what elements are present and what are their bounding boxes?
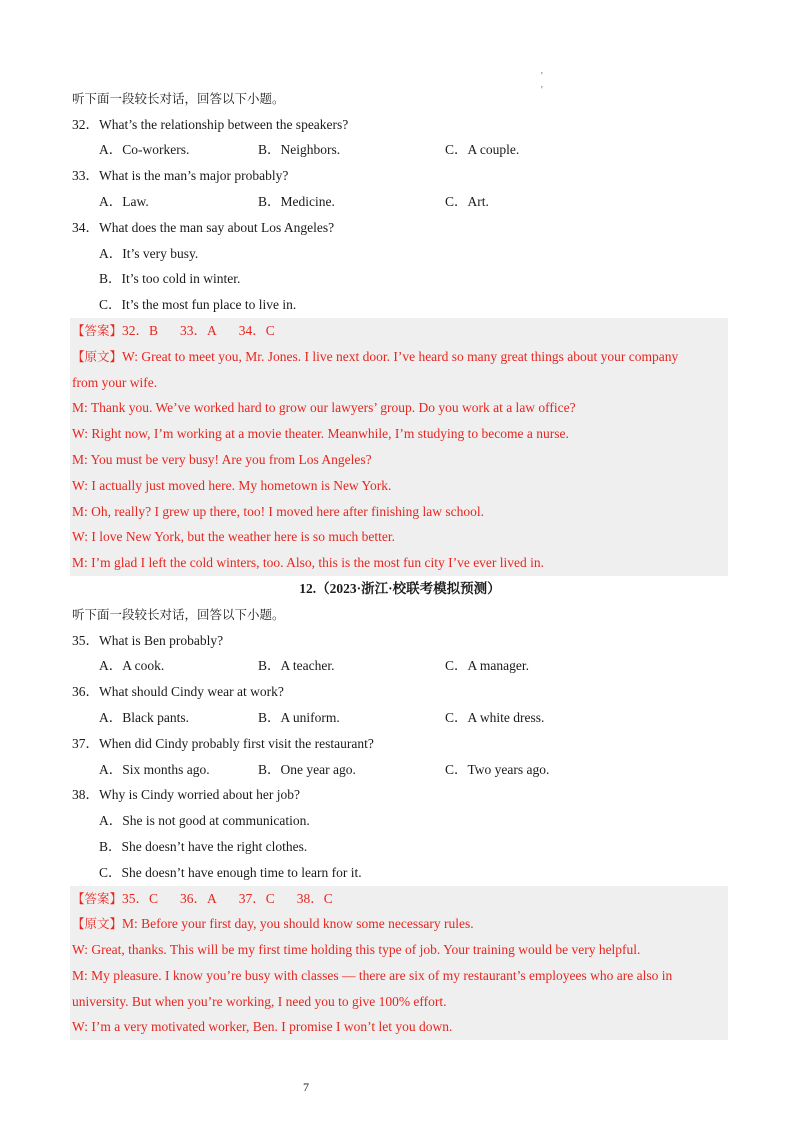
answer-32: 32．B xyxy=(122,322,159,338)
answer-37: 37．C xyxy=(238,890,275,906)
transcript-line: from your wife. xyxy=(72,374,158,390)
question-37-stem: 37．When did Cindy probably first visit the restaurant? xyxy=(72,735,374,751)
option-b: B．One year ago. xyxy=(258,761,356,777)
group1-answer-block xyxy=(70,318,728,576)
section-heading: 12.（2023·浙江·校联考模拟预测） xyxy=(299,580,501,596)
answer-label: 【答案】 xyxy=(72,322,123,338)
answer-label: 【答案】 xyxy=(72,890,123,906)
option-c: C．A manager. xyxy=(445,658,529,674)
answer-36: 36．A xyxy=(180,890,217,906)
option-a: A．Law. xyxy=(99,193,149,209)
option-a: A．She is not good at communication. xyxy=(99,813,310,829)
option-b: B．A uniform. xyxy=(258,709,340,725)
option-b: B．She doesn’t have the right clothes. xyxy=(99,838,308,854)
answer-34: 34．C xyxy=(238,322,275,338)
answer-33: 33．A xyxy=(180,322,217,338)
option-b: B．Neighbors. xyxy=(258,142,341,158)
question-34-stem: 34．What does the man say about Los Angeles? xyxy=(72,219,335,235)
question-33-options xyxy=(72,189,728,215)
question-35-options xyxy=(72,653,728,679)
group1-intro: 听下面一段较长对话，回答以下小题。 xyxy=(72,90,285,106)
group1-answers xyxy=(72,318,728,344)
question-32-options xyxy=(72,137,728,163)
transcript-line: W: I actually just moved here. My hometown is New York. xyxy=(72,477,392,493)
transcript-line: M: Thank you. We’ve worked hard to grow our lawyers’ group. Do you work at a law office? xyxy=(72,400,576,416)
question-32-stem: 32．What’s the relationship between the speakers? xyxy=(72,116,349,132)
transcript-line: W: I love New York, but the weather here is so much better. xyxy=(72,529,396,545)
question-35-stem: 35．What is Ben probably? xyxy=(72,632,224,648)
answer-38: 38．C xyxy=(296,890,333,906)
question-33-stem: 33．What is the man’s major probably? xyxy=(72,168,289,184)
transcript-line: 【原文】M: Before your first day, you should know some necessary rules. xyxy=(72,916,474,932)
group2-answers xyxy=(72,886,728,912)
document-page xyxy=(72,60,728,1040)
transcript-label: 【原文】 xyxy=(72,916,123,932)
question-36-stem: 36．What should Cindy wear at work? xyxy=(72,684,284,700)
top-marks: ' ' xyxy=(541,71,543,96)
question-36-options xyxy=(72,705,728,731)
transcript-line: university. But when you’re working, I need you to give 100% effort. xyxy=(72,993,447,1009)
option-c: C．Two years ago. xyxy=(445,761,550,777)
option-a: A．Black pants. xyxy=(99,709,189,725)
group2-answer-block xyxy=(70,886,728,1041)
transcript-line: M: Oh, really? I grew up there, too! I moved here after finishing law school. xyxy=(72,503,484,519)
group2-intro: 听下面一段较长对话，回答以下小题。 xyxy=(72,606,285,622)
page-number: 7 xyxy=(303,1080,309,1094)
option-a: A．Co-workers. xyxy=(99,142,190,158)
transcript-line: M: You must be very busy! Are you from Los Angeles? xyxy=(72,451,372,467)
question-37-options xyxy=(72,757,728,783)
question-38-stem: 38．Why is Cindy worried about her job? xyxy=(72,787,300,803)
option-c: C．She doesn’t have enough time to learn for it. xyxy=(99,864,362,880)
transcript-line: W: I’m a very motivated worker, Ben. I promise I won’t let you down. xyxy=(72,1019,453,1035)
option-b: B．Medicine. xyxy=(258,193,335,209)
transcript-line: W: Great, thanks. This will be my first time holding this type of job. Your training would be very helpful. xyxy=(72,942,641,958)
option-b: B．It’s too cold in winter. xyxy=(99,271,241,287)
option-a: A．A cook. xyxy=(99,658,165,674)
option-a: A．Six months ago. xyxy=(99,761,210,777)
option-c: C．A white dress. xyxy=(445,709,545,725)
option-b: B．A teacher. xyxy=(258,658,335,674)
transcript-line: W: Right now, I’m working at a movie theater. Meanwhile, I’m studying to become a nurse. xyxy=(72,426,569,442)
option-a: A．It’s very busy. xyxy=(99,245,199,261)
option-c: C．Art. xyxy=(445,193,489,209)
option-c: C．A couple. xyxy=(445,142,520,158)
transcript-line: M: I’m glad I left the cold winters, too. Also, this is the most fun city I’ve ever lived in. xyxy=(72,555,545,571)
option-c: C．It’s the most fun place to live in. xyxy=(99,297,297,313)
transcript-label: 【原文】 xyxy=(72,348,123,364)
transcript-line: 【原文】W: Great to meet you, Mr. Jones. I live next door. I’ve heard so many great things about your company xyxy=(72,348,679,364)
transcript-line: M: My pleasure. I know you’re busy with classes — there are six of my restaurant’s employees who are also in xyxy=(72,967,673,983)
answer-35: 35．C xyxy=(122,890,159,906)
